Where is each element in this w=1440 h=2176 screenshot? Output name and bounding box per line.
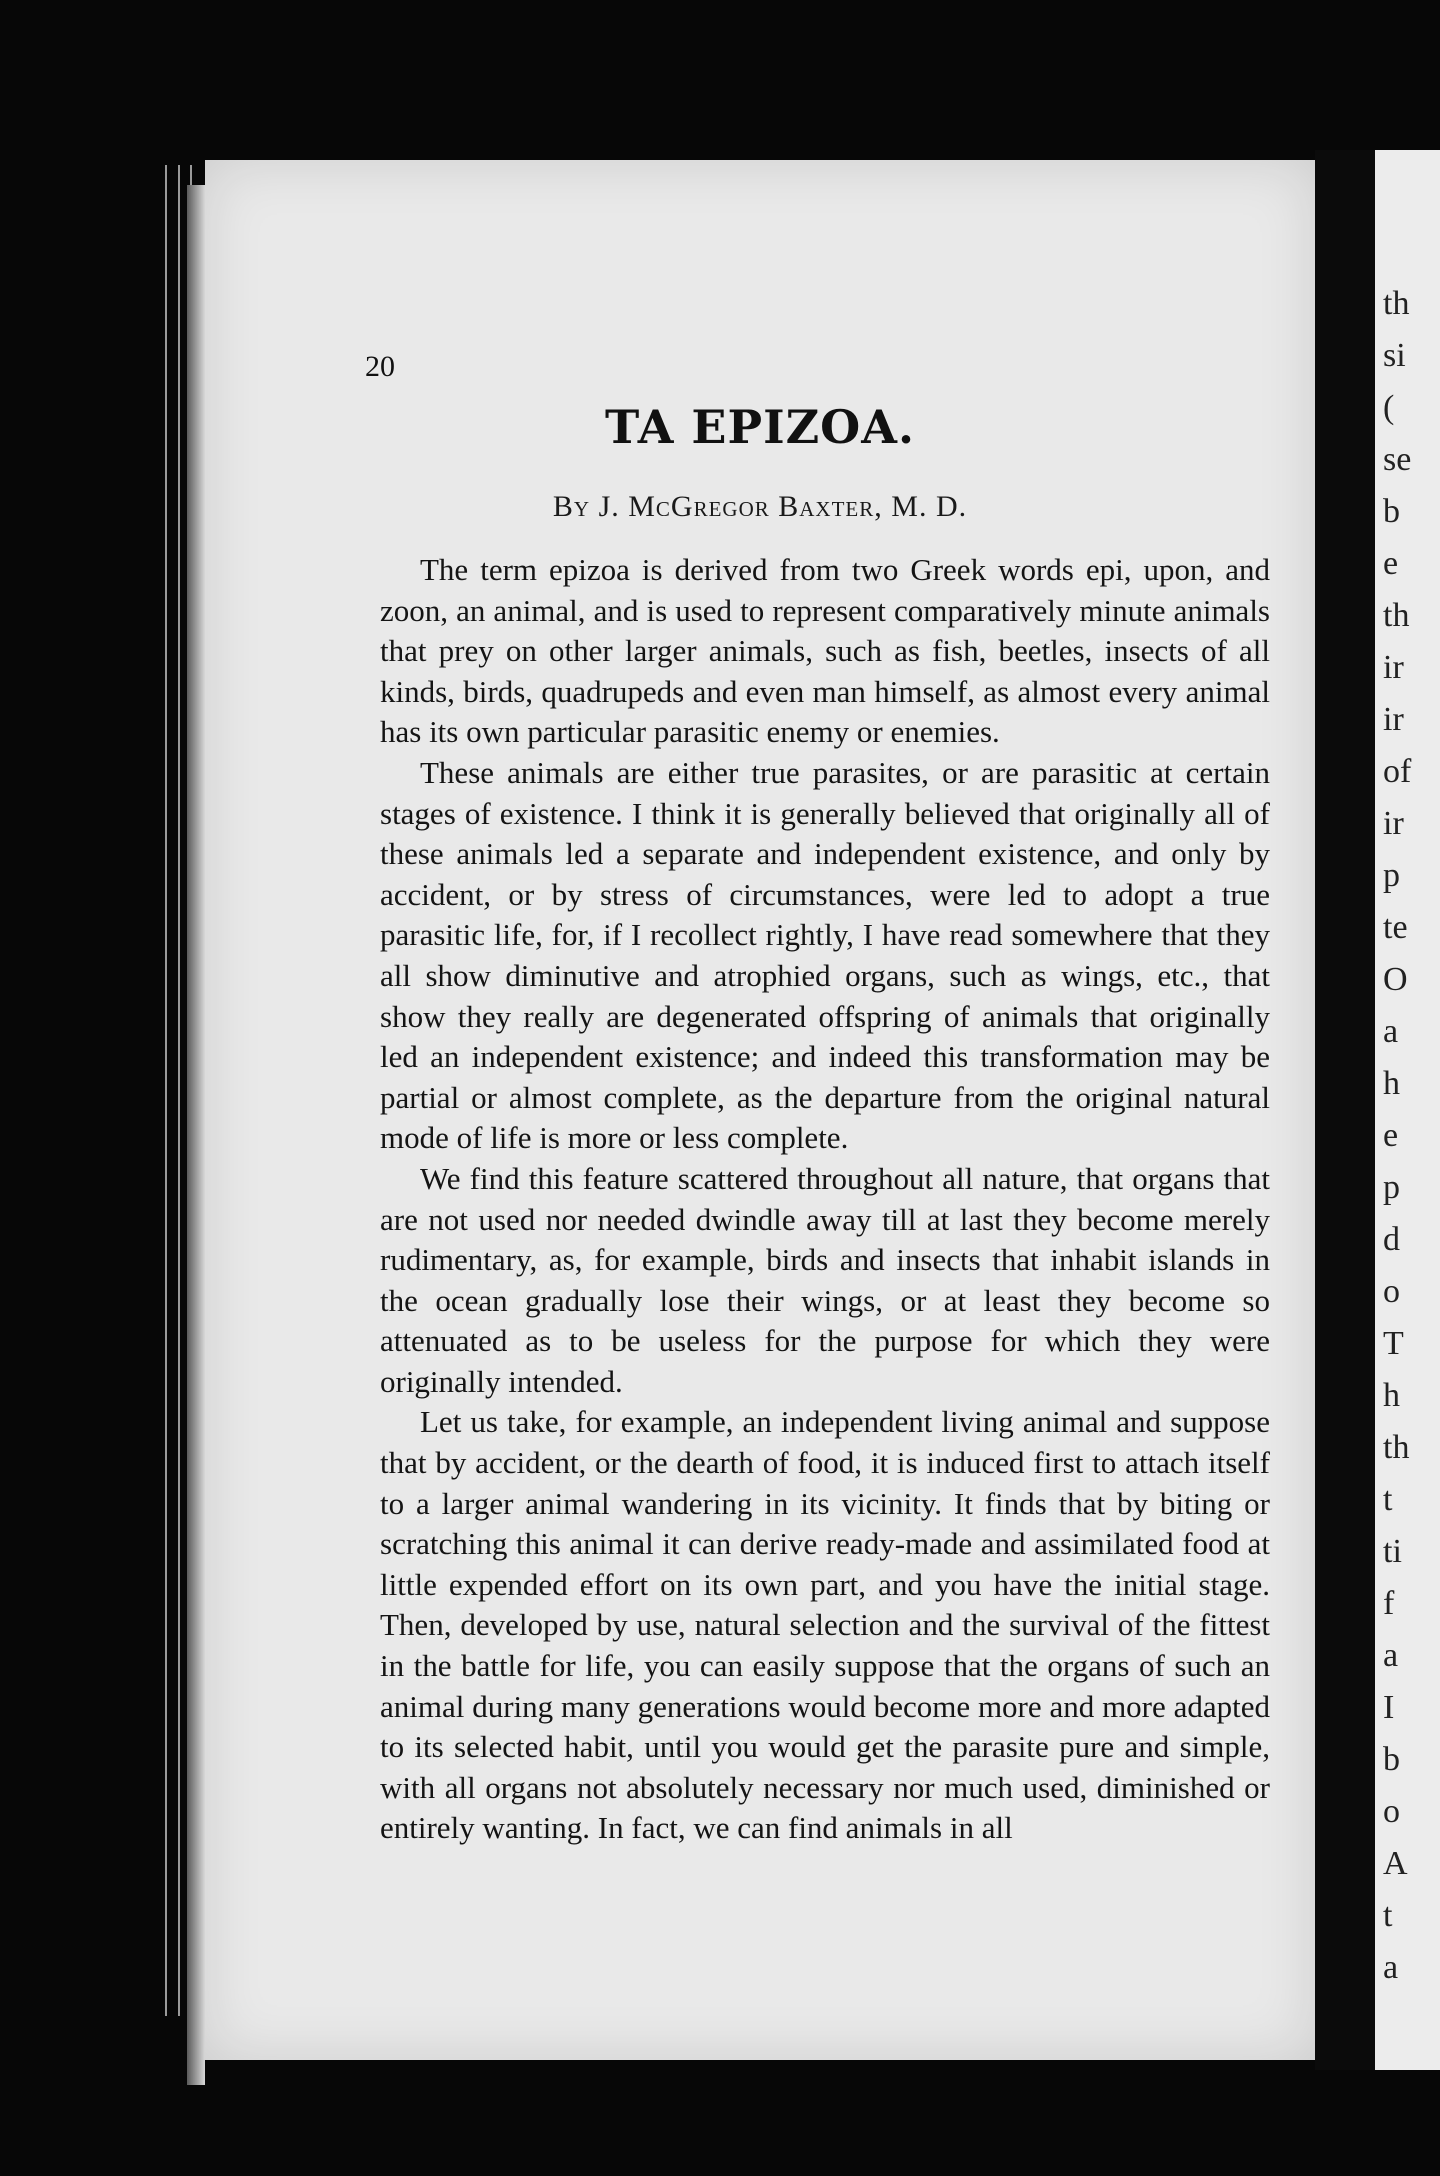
facing-page-fragment: b [1383, 493, 1400, 530]
facing-page-fragment: e [1383, 1117, 1399, 1154]
facing-page-fragment: f [1383, 1585, 1395, 1622]
facing-page-fragment: ir [1383, 701, 1404, 738]
facing-page-fragment: th [1383, 1429, 1410, 1466]
paragraph: The term epizoa is derived from two Greek words epi, upon, and zoon, an animal, and is used to represent comparatively minute animals that prey on other larger animals, such as fish, beetles, insects of all kinds, birds, quadrupeds and even man himself, as almost every animal has its own particular parasitic enemy or enemies. [380, 552, 1270, 750]
facing-page-fragment: T [1383, 1325, 1404, 1362]
facing-page-fragment: o [1383, 1793, 1400, 1830]
paragraph: We find this feature scattered throughout all nature, that organs that are not used nor needed dwindle away till at last they become merely rudimentary, as, for example, birds and insects that inhabit islands in the ocean gradually lose their wings, or at least they become so attenuated as to be useless for the purpose for which they were originally intended. [380, 1160, 1270, 1399]
facing-page-fragment: se [1383, 441, 1412, 478]
facing-page-fragment: si [1383, 337, 1406, 374]
facing-page-fragment: th [1383, 597, 1410, 634]
facing-page-fragment: a [1383, 1013, 1399, 1050]
facing-page-fragment: e [1383, 545, 1399, 582]
article-byline: By J. McGregor Baxter, M. D. [552, 490, 968, 523]
book-page [205, 160, 1315, 2060]
paragraph: Let us take, for example, an independent living animal and suppose that by accident, or the dearth of food, it is induced first to attach itself to a larger animal wandering in its vicinity. It finds that by biting or scratching this animal it can derive ready-made and assimilated food at little expended effort on its own part, and you have the initial stage. Then, developed by use, natural selection and the survival of the fittest in the battle for life, you can easily suppose that the organs of such an animal during many generations would become more and more adapted to its selected habit, until you would get the parasite pure and simple, with all organs not absolutely necessary nor much used, diminished or entirely wanting. In fact, we can find animals in all [380, 1404, 1270, 1846]
facing-page-fragment: d [1383, 1221, 1400, 1258]
facing-page-fragment: A [1383, 1845, 1408, 1882]
facing-page-fragment: p [1383, 1169, 1400, 1206]
facing-page-fragment: th [1383, 285, 1410, 322]
facing-page-fragment: b [1383, 1741, 1400, 1778]
facing-page-fragment: ir [1383, 649, 1404, 686]
page-stack-edge [165, 165, 167, 2016]
book-gutter [1315, 150, 1375, 2070]
facing-page-fragment: I [1383, 1689, 1395, 1726]
facing-page-fragment: t [1383, 1481, 1393, 1518]
article-title: TA EPIZOA. [605, 400, 915, 454]
page-stack-edge [178, 165, 180, 2016]
paragraph: These animals are either true parasites, or are parasitic at certain stages of existence. I think it is generally believed that originally all of these animals led a separate and independent existence, and only by accident, or by stress of circumstances, were led to adopt a true parasitic life, for, if I recollect rightly, I have read somewhere that they all show diminutive and atrophied organs, such as wings, etc., that show they really are degenerated offspring of animals that originally led an independent existence; and indeed this transformation may be partial or almost complete, as the departure from the original natural mode of life is more or less complete. [380, 754, 1270, 1156]
facing-page-fragment: p [1383, 857, 1400, 894]
facing-page-fragment: a [1383, 1949, 1399, 1986]
facing-page-fragment: h [1383, 1065, 1400, 1102]
facing-page-fragment: ( [1383, 389, 1395, 426]
facing-page-edge [1375, 150, 1440, 2070]
facing-page-fragment: of [1383, 753, 1412, 790]
facing-page-fragment: o [1383, 1273, 1400, 1310]
facing-page-fragment: ir [1383, 805, 1404, 842]
facing-page-fragment: t [1383, 1897, 1393, 1934]
page-number: 20 [365, 350, 395, 383]
facing-page-fragment: h [1383, 1377, 1400, 1414]
facing-page-fragment: te [1383, 909, 1408, 946]
facing-page-fragment: ti [1383, 1533, 1402, 1570]
article-body [380, 550, 1270, 1849]
facing-page-fragment: O [1383, 961, 1408, 998]
facing-page-fragment: a [1383, 1637, 1399, 1674]
